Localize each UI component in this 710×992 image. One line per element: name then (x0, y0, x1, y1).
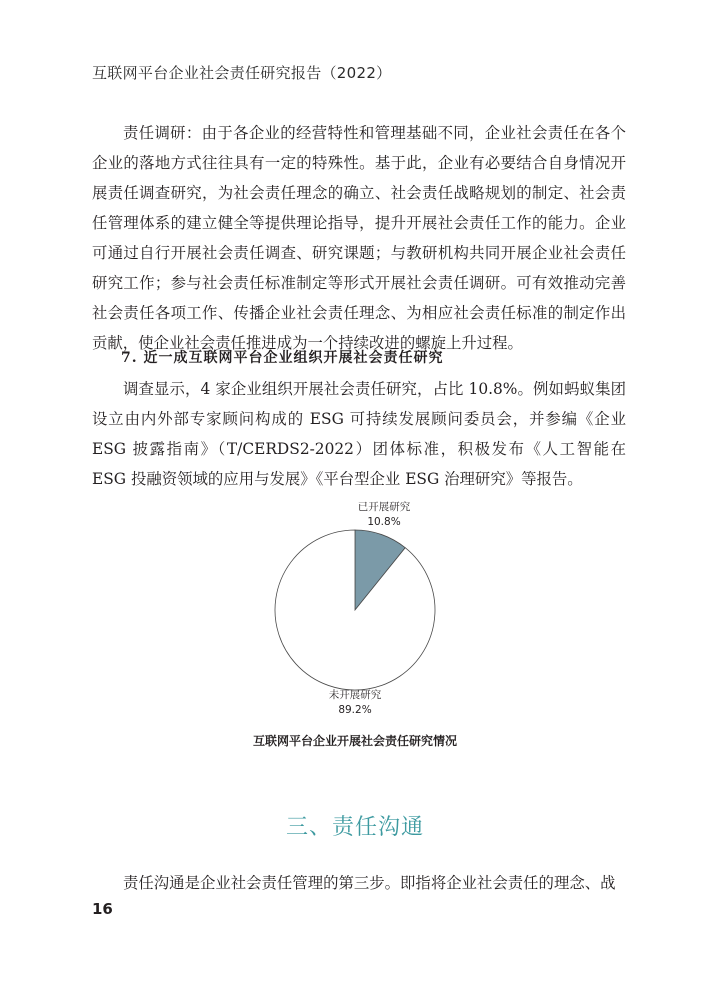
paragraph-communication: 责任沟通是企业社会责任管理的第三步。即指将企业社会责任的理念、战 (123, 874, 616, 892)
page-number: 16 (92, 900, 113, 918)
subheading-7: 7. 近一成互联网平台企业组织开展社会责任研究 (121, 350, 444, 366)
slice-value-not-done: 89.2% (338, 704, 372, 716)
paragraph-research: 责任调研：由于各企业的经营特性和管理基础不同，企业社会责任在各个企业的落地方式往往具有一定的特殊性。基于此，企业有必要结合自身情况开展责任调查研究，为社会责任理念的确立、社会责任战略规划的制定、社会责任管理体系的建立健全等提供理论指导，提升开展社会责任工作的能力。企业可通过自行开展社会责任调查、研究课题；与教研机构共同开展企业社会责任研究工作；参与社会责任标准制定等形式开展社会责任调研。可有效推动完善社会责任各项工作、传播企业社会责任理念、为相应社会责任标准的制定作出贡献，使企业社会责任推进成为一个持续改进的螺旋上升过程。 (92, 124, 626, 352)
figure-caption: 互联网平台企业开展社会责任研究情况 (252, 734, 457, 748)
pie-chart (0, 495, 710, 765)
paragraph-survey: 调查显示，4 家企业组织开展社会责任研究，占比 10.8%。例如蚂蚁集团设立由内外部专家顾问构成的 ESG 可持续发展顾问委员会，并参编《企业 ESG 披露指南》（T/CERDS2-2022）团体标准，积极发布《人工智能在 ESG 投融资领域的应用与发展》《平台型企业 ESG 治理研究》等报告。 (92, 380, 626, 488)
pie-slices (275, 530, 435, 690)
slice-label-done: 已开展研究 (357, 501, 411, 513)
slice-label-not-done: 未开展研究 (328, 689, 382, 701)
section-heading: 三、责任沟通 (285, 815, 424, 840)
running-header: 互联网平台企业社会责任研究报告（2022） (92, 64, 392, 82)
slice-value-done: 10.8% (367, 516, 401, 528)
pie-slice-not-done (275, 530, 435, 690)
